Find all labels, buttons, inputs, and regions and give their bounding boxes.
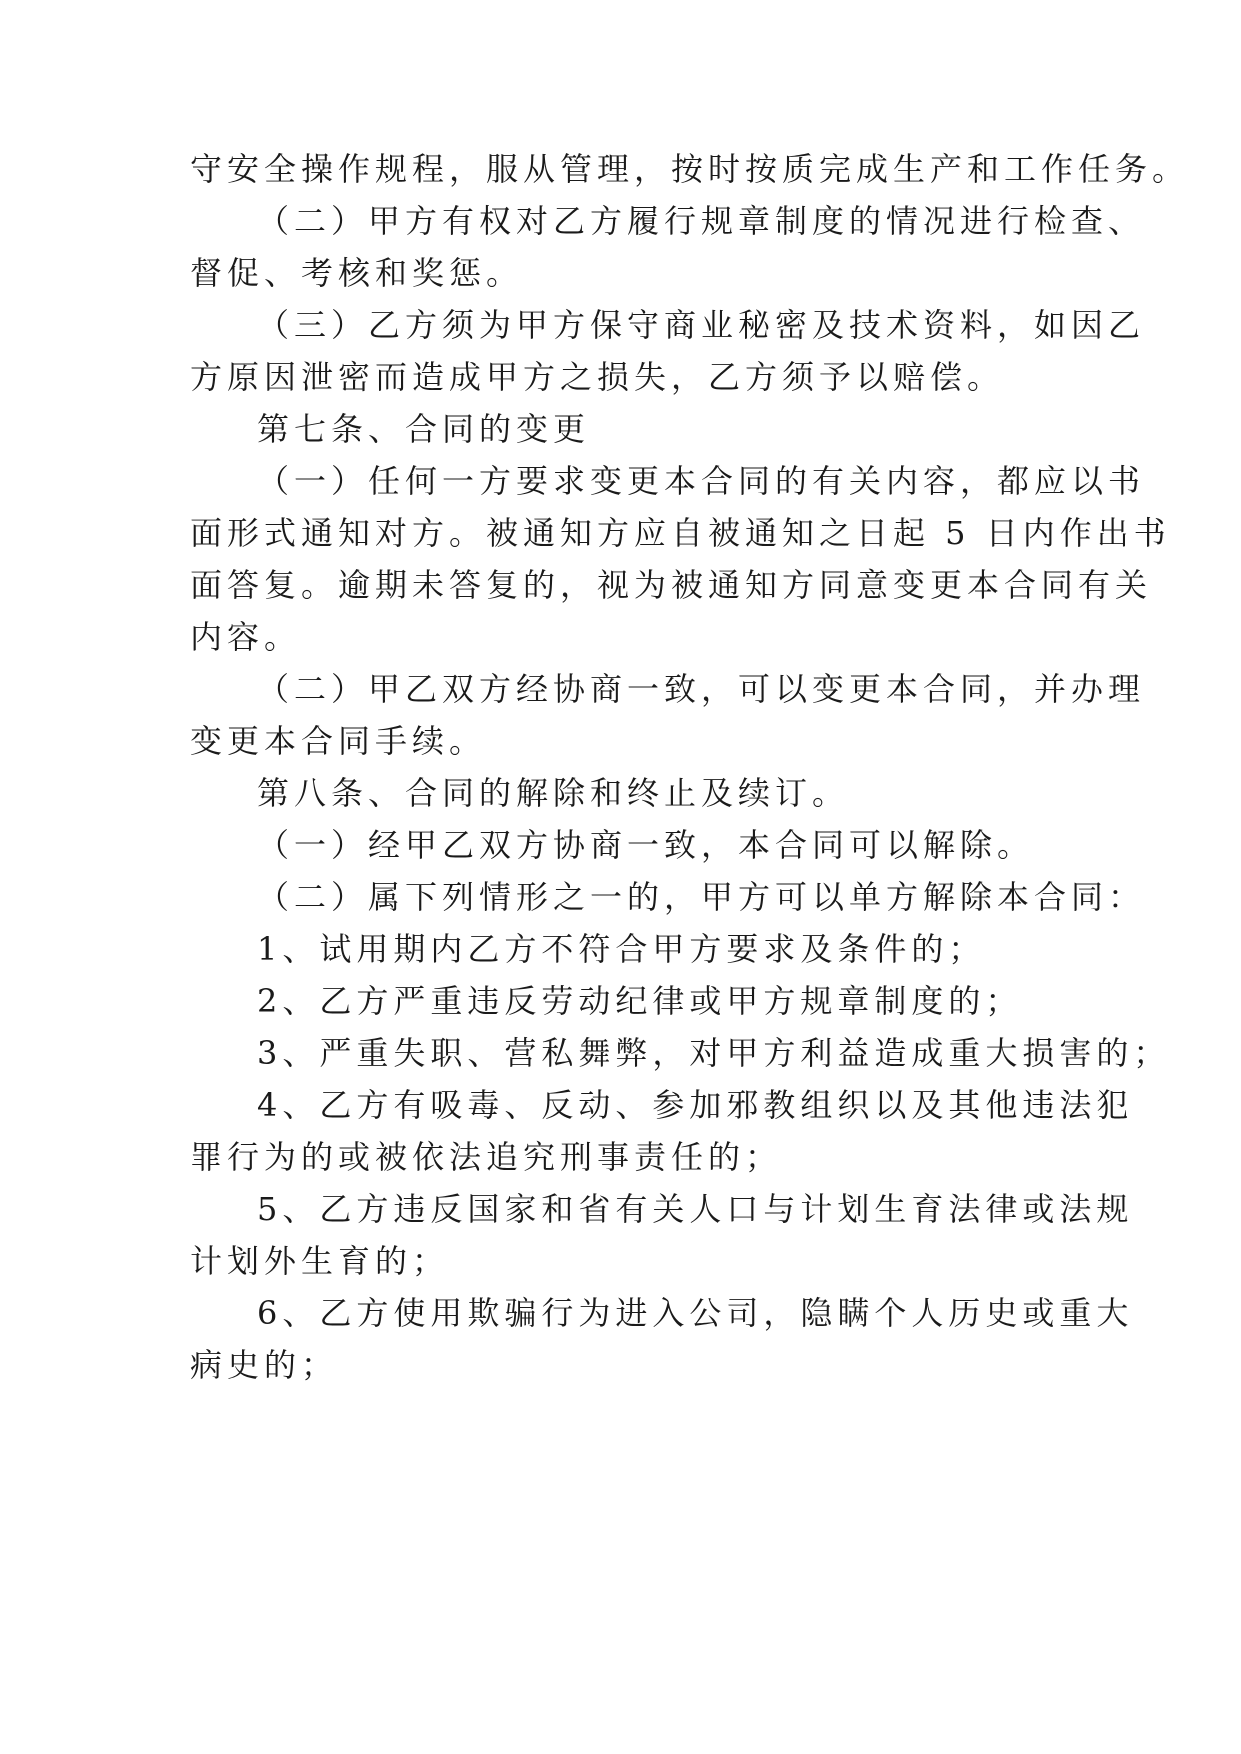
list-item: 3、严重失职、营私舞弊，对甲方利益造成重大损害的； [257,1034,1171,1072]
text-line: 督促、考核和奖惩。 [190,254,524,292]
text-line: 内容。 [190,618,302,656]
text-line: （一）任何一方要求变更本合同的有关内容，都应以书 [257,462,1146,500]
text-line: 方原因泄密而造成甲方之损失，乙方须予以赔偿。 [190,358,1005,396]
text-line: 罪行为的或被依法追究刑事责任的； [190,1138,783,1176]
text-line: （三）乙方须为甲方保守商业秘密及技术资料，如因乙 [257,306,1146,344]
section-heading: 第八条、合同的解除和终止及续订。 [257,774,850,812]
list-item: 2、乙方严重违反劳动纪律或甲方规章制度的； [257,982,1023,1020]
text-line: （二）甲方有权对乙方履行规章制度的情况进行检查、 [257,202,1146,240]
list-item: 1、试用期内乙方不符合甲方要求及条件的； [257,930,986,968]
text-line: 面形式通知对方。被通知方应自被通知之日起 5 日内作出书 [190,514,1171,552]
text-line: （二）甲乙双方经协商一致，可以变更本合同，并办理 [257,670,1146,708]
text-line: 变更本合同手续。 [190,722,487,760]
list-item: 5、乙方违反国家和省有关人口与计划生育法律或法规 [257,1190,1134,1228]
text-line: 计划外生育的； [190,1242,450,1280]
text-line: （二）属下列情形之一的，甲方可以单方解除本合同： [257,878,1146,916]
text-line: 面答复。逾期未答复的，视为被通知方同意变更本合同有关 [190,566,1153,604]
list-item: 6、乙方使用欺骗行为进入公司，隐瞒个人历史或重大 [257,1294,1134,1332]
text-line: （一）经甲乙双方协商一致，本合同可以解除。 [257,826,1035,864]
text-line: 病史的； [190,1346,339,1384]
text-line: 守安全操作规程，服从管理，按时按质完成生产和工作任务。 [190,150,1190,188]
section-heading: 第七条、合同的变更 [257,410,591,448]
list-item: 4、乙方有吸毒、反动、参加邪教组织以及其他违法犯 [257,1086,1134,1124]
